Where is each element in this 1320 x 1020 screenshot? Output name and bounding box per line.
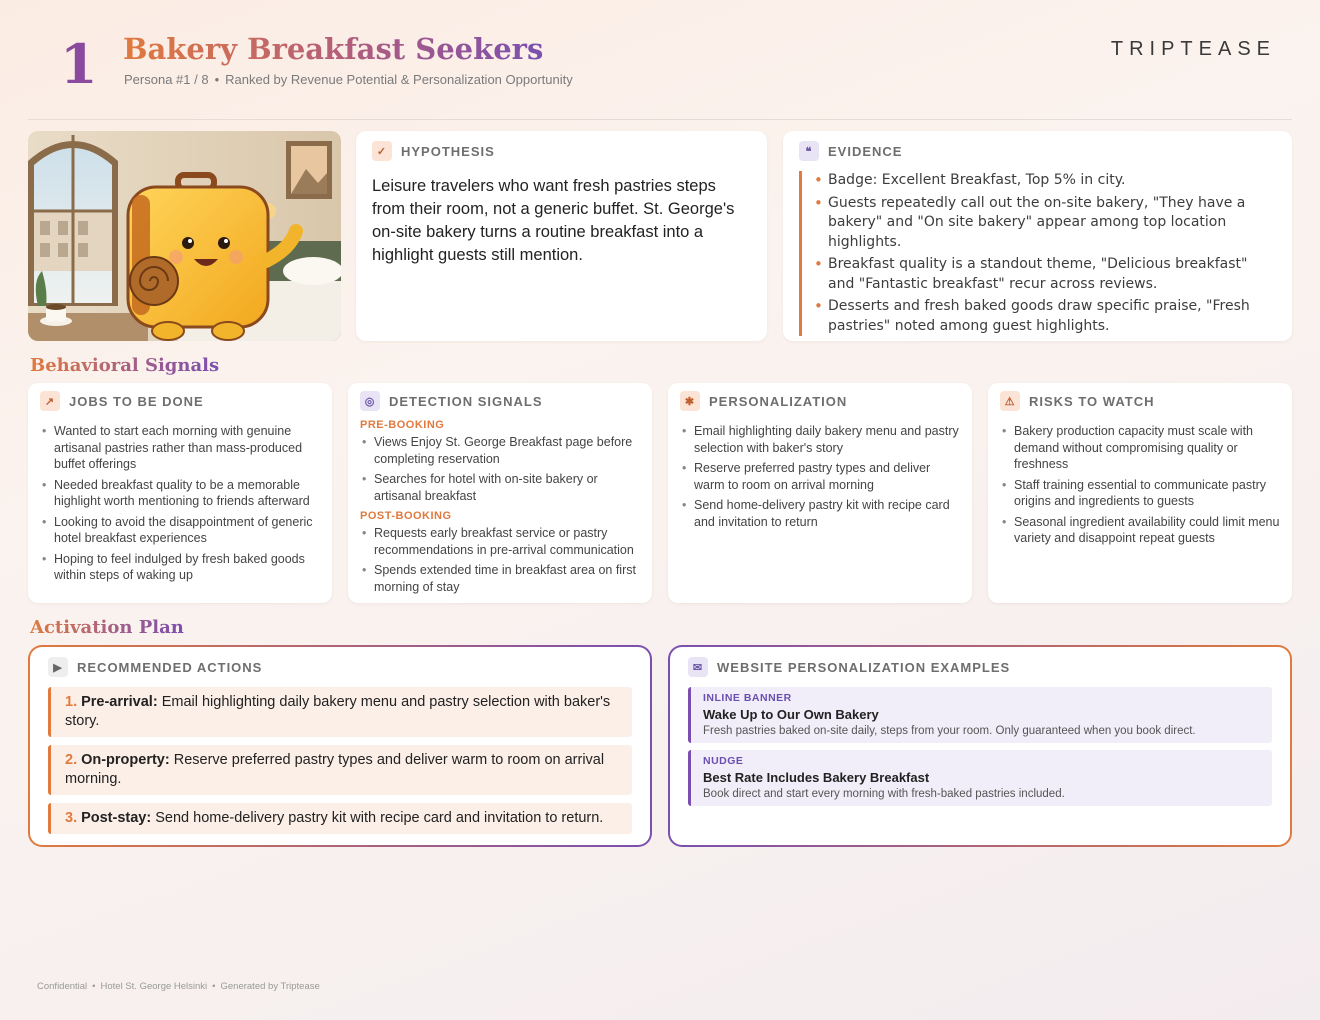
jobs-label: JOBS TO BE DONE	[69, 393, 204, 409]
recommended-actions-card	[28, 645, 652, 847]
action-number: 1.	[65, 694, 78, 710]
target-icon: ◎	[360, 391, 380, 411]
example-body: Book direct and start every morning with fresh-baked pastries included.	[703, 788, 1065, 800]
behavioral-signals-title: Behavioral Signals	[30, 355, 220, 376]
activation-plan-title: Activation Plan	[30, 617, 184, 638]
evidence-list	[799, 171, 1276, 336]
action-text: Reserve preferred pastry types and deliver warm to room on arrival morning.	[65, 752, 605, 787]
jobs-header	[40, 391, 320, 411]
website-label: WEBSITE PERSONALIZATION EXAMPLES	[717, 659, 1011, 675]
quote-icon: ❝	[799, 141, 819, 161]
list-item: • Seasonal ingredient availability could limit menu variety and disappoint repeat guests	[1000, 514, 1280, 547]
footer-hotel: Hotel St. George Helsinki	[100, 981, 208, 992]
list-item: • Looking to avoid the disappointment of generic hotel breakfast experiences	[40, 514, 320, 547]
evidence-item: • Guests repeatedly call out the on-site bakery, "They have a bakery" and "On site bakery" appear among top location highlights.	[814, 194, 1276, 253]
post-booking-heading: POST-BOOKING	[360, 510, 452, 522]
evidence-item: • Badge: Excellent Breakfast, Top 5% in city.	[814, 171, 1276, 191]
check-icon: ✓	[372, 141, 392, 161]
website-personalization-card	[668, 645, 1292, 847]
example-body: Fresh pastries baked on-site daily, steps from your room. Only guaranteed when you book direct.	[703, 725, 1196, 737]
action-number: 2.	[65, 752, 78, 768]
jobs-list	[40, 423, 320, 584]
page-footer: Confidential • Hotel St. George Helsinki • Generated by Triptease	[37, 981, 320, 992]
list-item: • Searches for hotel with on-site bakery or artisanal breakfast	[360, 471, 640, 504]
list-item: • Spends extended time in breakfast area on first morning of stay	[360, 562, 640, 595]
detection-header	[360, 391, 640, 411]
action-lead: Post-stay:	[81, 810, 152, 826]
action-text: Email highlighting daily bakery menu and pastry selection with baker's story.	[65, 694, 611, 729]
list-item: • Hoping to feel indulged by fresh baked goods within steps of waking up	[40, 551, 320, 584]
persona-illustration	[28, 131, 341, 341]
action-text: Send home-delivery pastry kit with recipe card and invitation to return.	[151, 810, 604, 826]
pre-booking-list	[360, 434, 640, 504]
action-item	[48, 803, 632, 834]
evidence-card	[783, 131, 1292, 341]
evidence-item: • Breakfast quality is a standout theme, "Delicious breakfast" and "Fantastic breakfast" recur across reviews.	[814, 255, 1276, 294]
hypothesis-label: HYPOTHESIS	[401, 143, 495, 159]
example-tag: NUDGE	[703, 755, 744, 767]
footer-confidential: Confidential	[37, 981, 88, 992]
action-lead: Pre-arrival:	[81, 694, 158, 710]
brand-logo: TRIPTEASE	[1110, 38, 1276, 60]
page-subtitle: Persona #1 / 8 • Ranked by Revenue Potential & Personalization Opportunity	[124, 72, 573, 87]
personalization-header	[680, 391, 960, 411]
list-item: • Requests early breakfast service or pastry recommendations in pre-arrival communication	[360, 525, 640, 558]
hypothesis-header	[372, 141, 751, 161]
suitcase-character-illustration	[28, 131, 341, 341]
example-title: Wake Up to Our Own Bakery	[703, 707, 879, 722]
pre-booking-heading: PRE-BOOKING	[360, 419, 445, 431]
action-item	[48, 687, 632, 737]
persona-number: 1	[60, 32, 98, 96]
example-title: Best Rate Includes Bakery Breakfast	[703, 770, 930, 785]
detection-card	[348, 383, 652, 603]
list-item: • Send home-delivery pastry kit with recipe card and invitation to return	[680, 497, 960, 530]
page-title: Bakery Breakfast Seekers	[123, 32, 544, 66]
risks-list	[1000, 423, 1280, 547]
list-item: • Reserve preferred pastry types and deliver warm to room on arrival morning	[680, 460, 960, 493]
action-number: 3.	[65, 810, 78, 826]
detection-label: DETECTION SIGNALS	[389, 393, 543, 409]
ranking-text: Ranked by Revenue Potential & Personalization Opportunity	[225, 72, 573, 87]
footer-generated: Generated by Triptease	[220, 981, 320, 992]
sparkle-icon: ✱	[680, 391, 700, 411]
risks-label: RISKS TO WATCH	[1029, 393, 1155, 409]
page-header	[28, 30, 1292, 120]
personalization-list	[680, 423, 960, 530]
evidence-header	[799, 141, 1276, 161]
hypothesis-text: Leisure travelers who want fresh pastries steps from their room, not a generic buffet. St. George's on-site bakery turns a routine breakfast into a highlight guests still mention.	[372, 177, 735, 264]
play-icon: ▶	[48, 657, 68, 677]
example-inline-banner	[688, 687, 1272, 743]
arrow-up-right-icon: ↗	[40, 391, 60, 411]
list-item: • Views Enjoy St. George Breakfast page before completing reservation	[360, 434, 640, 467]
persona-index: Persona #1 / 8	[124, 72, 209, 87]
hypothesis-card	[356, 131, 767, 341]
post-booking-list	[360, 525, 640, 595]
list-item: • Staff training essential to communicate pastry origins and ingredients to guests	[1000, 477, 1280, 510]
mail-icon: ✉	[688, 657, 708, 677]
action-lead: On-property:	[81, 752, 170, 768]
warning-icon: ⚠	[1000, 391, 1020, 411]
list-item: • Email highlighting daily bakery menu and pastry selection with baker's story	[680, 423, 960, 456]
website-header	[688, 657, 1272, 677]
actions-header	[48, 657, 632, 677]
personalization-card	[668, 383, 972, 603]
list-item: • Bakery production capacity must scale with demand without compromising quality or freshness	[1000, 423, 1280, 473]
actions-label: RECOMMENDED ACTIONS	[77, 659, 263, 675]
jobs-card	[28, 383, 332, 603]
example-tag: INLINE BANNER	[703, 692, 792, 704]
evidence-label: EVIDENCE	[828, 143, 903, 159]
action-item	[48, 745, 632, 795]
list-item: • Needed breakfast quality to be a memorable highlight worth mentioning to friends afterward	[40, 477, 320, 510]
list-item: • Wanted to start each morning with genuine artisanal pastries rather than mass-produced buffet offerings	[40, 423, 320, 473]
personalization-label: PERSONALIZATION	[709, 393, 848, 409]
risks-card	[988, 383, 1292, 603]
evidence-item: • Desserts and fresh baked goods draw specific praise, "Fresh pastries" noted among guest highlights.	[814, 297, 1276, 336]
example-nudge	[688, 750, 1272, 806]
risks-header	[1000, 391, 1280, 411]
